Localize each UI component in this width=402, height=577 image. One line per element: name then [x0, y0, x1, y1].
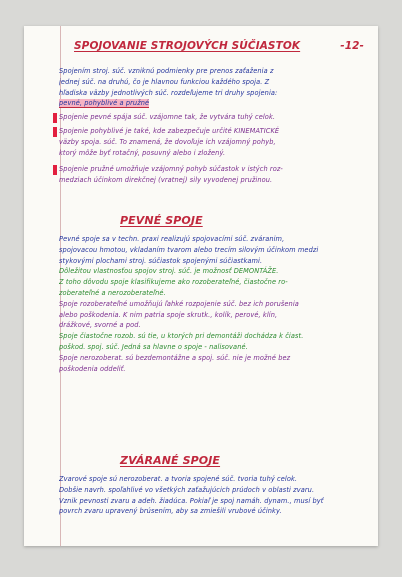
page-number: -12- [340, 40, 364, 52]
red-marker [53, 165, 57, 175]
body-line: Z toho dôvodu spoje klasifikujeme ako rozoberateľné, čiastočne ro- [59, 278, 288, 287]
section-zvarane-spoje-body [59, 474, 370, 517]
body-line: Spoje rozoberateľné umožňujú ľahké rozpojenie súč. bez ich porušenia [59, 299, 299, 308]
body-line: alebo poškodenia. K nim patria spoje skrutk., kolík, perové, klín, [59, 310, 278, 319]
item-pevne [59, 112, 370, 123]
item-pohyblive [59, 126, 370, 158]
item-line: väzby spoja. súč. To znamená, že dovoľuje ich vzájomný pohyb, [59, 137, 276, 146]
item-line: Spojenie pružné umožňuje vzájomný pohyb súčastok v istých roz- [59, 165, 283, 173]
intro-line: Spojením stroj. súč. vzniknú podmienky pre prenos zaťaženia z [59, 67, 274, 75]
body-line: povrch zvaru upravený brúsením, aby sa zmiešili vrubové účinky. [59, 507, 282, 516]
section-pevne-spoje-body [59, 234, 370, 374]
body-line: drážkové, svorné a pod. [59, 321, 141, 330]
body-line: Dobšie navrh. spoľahlivé vo všetkých zaťažujúcich prúdoch v oblasti zvaru. [59, 485, 315, 494]
body-line: Spoje nerozoberat. sú bezdemontážne a spoj. súč. nie je možné bez [59, 353, 291, 362]
intro-line: jednej súč. na druhú, čo je hlavnou funkciou každého spoja. Z [59, 77, 270, 86]
section-heading-zvarane-spoje: ZVÁRANÉ SPOJE [120, 454, 221, 467]
intro-types-highlight: pevné, pohyblivé a pružné [59, 99, 150, 108]
body-line: stykovými plochami stroj. súčiastok spojenými súčiastkami. [59, 256, 263, 265]
item-line: ktorý môže byť rotačný, posuvný alebo i zložený. [59, 148, 226, 157]
item-line: Spojenie pevné spája súč. vzájomne tak, že vytvára tuhý celok. [59, 113, 276, 121]
body-line: Spoje čiastočne rozob. sú tie, u ktorých pri demontáži dochádza k čiast. [59, 332, 304, 341]
body-line: poškod. spoj. súč. Jedná sa hlavne o spoje - nalisované. [59, 342, 248, 351]
body-line: Zvarové spoje sú nerozoberat. a tvoria spojené súč. tvoria tuhý celok. [59, 475, 298, 483]
body-line: Dôležitou vlastnosťou spojov stroj. súč. je možnosť DEMONTÁŽE. [59, 267, 279, 276]
intro-line: hľadiska väzby jednotlivých súč. rozdeľujeme tri druhy spojenia: [59, 88, 278, 97]
item-line: Spojenie pohyblivé je také, kde zabezpečuje určité KINEMATICKÉ [59, 127, 280, 135]
red-marker [53, 127, 57, 137]
item-pruzne [59, 164, 370, 186]
body-line: Vznik pevnosti zvaru a adeh. žiadúca. Pokiaľ je spoj namáh. dynam., musí byť [59, 496, 324, 505]
intro-line [59, 98, 370, 109]
body-line: zoberateľné a nerozoberateľné. [59, 288, 166, 297]
body-line: spojovacou hmotou, vkladaním tvarom alebo trecím silovým účinkom medzi [59, 245, 319, 254]
body-line: poškodenia oddeliť. [59, 364, 126, 373]
item-line: medziach účinkom direkčnej (vratnej) sily vyvodenej pružinou. [59, 175, 273, 184]
page-title: SPOJOVANIE STROJOVÝCH SÚČIASTOK [74, 40, 301, 52]
red-marker [53, 113, 57, 123]
body-line: Pevné spoje sa v techn. praxi realizujú spojovacími súč. zváranim, [59, 235, 285, 243]
intro-paragraph [59, 66, 370, 109]
section-heading-pevne-spoje: PEVNÉ SPOJE [120, 214, 203, 227]
notebook-page [24, 26, 378, 546]
